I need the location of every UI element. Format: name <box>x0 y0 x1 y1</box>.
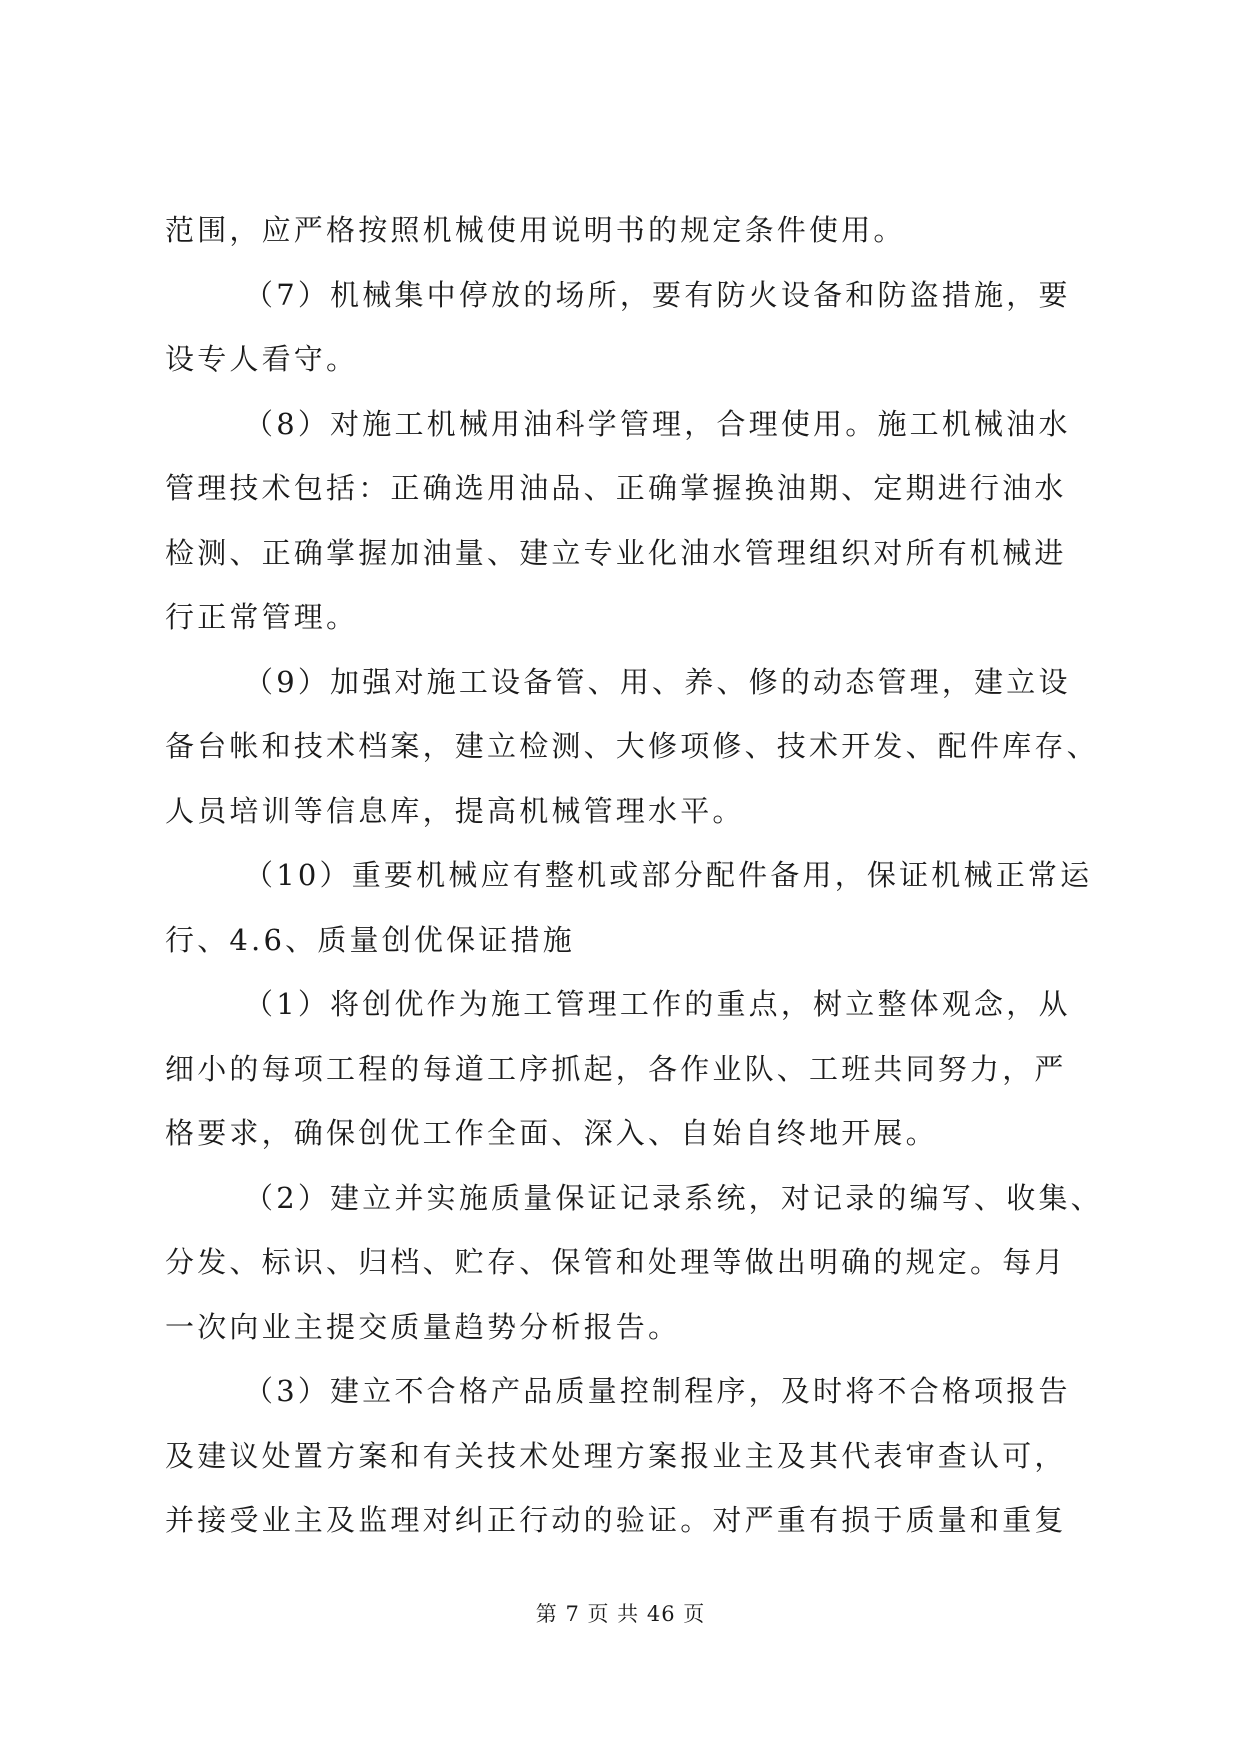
text-line: 范围，应严格按照机械使用说明书的规定条件使用。 <box>165 213 906 247</box>
text-line: 设专人看守。 <box>165 342 359 376</box>
text-line: （1）将创优作为施工管理工作的重点，树立整体观念，从 <box>244 987 1071 1021</box>
text-line: 人员培训等信息库，提高机械管理水平。 <box>165 793 745 828</box>
text-line: 管理技术包括：正确选用油品、正确掌握换油期、定期进行油水 <box>165 471 1067 505</box>
text-line: 一次向业主提交质量趋势分析报告。 <box>165 1309 681 1344</box>
text-line: 行、4.6、质量创优保证措施 <box>165 922 575 957</box>
text-line: （3）建立不合格产品质量控制程序，及时将不合格项报告 <box>244 1374 1071 1408</box>
text-line: 细小的每项工程的每道工序抓起，各作业队、工班共同努力，严 <box>165 1051 1067 1086</box>
text-line: （10）重要机械应有整机或部分配件备用，保证机械正常运 <box>244 858 1093 892</box>
page-number-footer: 第 7 页 共 46 页 <box>535 1602 706 1626</box>
text-line: （7）机械集中停放的场所，要有防火设备和防盗措施，要 <box>244 277 1071 312</box>
body-text <box>165 198 1103 1553</box>
text-line: 及建议处置方案和有关技术处理方案报业主及其代表审查认可， <box>165 1438 1067 1473</box>
text-line: 格要求，确保创优工作全面、深入、自始自终地开展。 <box>165 1116 938 1150</box>
text-line: 并接受业主及监理对纠正行动的验证。对严重有损于质量和重复 <box>165 1503 1067 1537</box>
text-line: （8）对施工机械用油科学管理，合理使用。施工机械油水 <box>244 406 1071 441</box>
text-line: 行正常管理。 <box>165 600 359 634</box>
text-line: 检测、正确掌握加油量、建立专业化油水管理组织对所有机械进 <box>165 535 1067 570</box>
text-line: （2）建立并实施质量保证记录系统，对记录的编写、收集、 <box>244 1180 1103 1215</box>
text-line: 备台帐和技术档案，建立检测、大修项修、技术开发、配件库存、 <box>165 729 1099 763</box>
text-line: 分发、标识、归档、贮存、保管和处理等做出明确的规定。每月 <box>165 1245 1067 1279</box>
text-line: （9）加强对施工设备管、用、养、修的动态管理，建立设 <box>244 664 1071 699</box>
